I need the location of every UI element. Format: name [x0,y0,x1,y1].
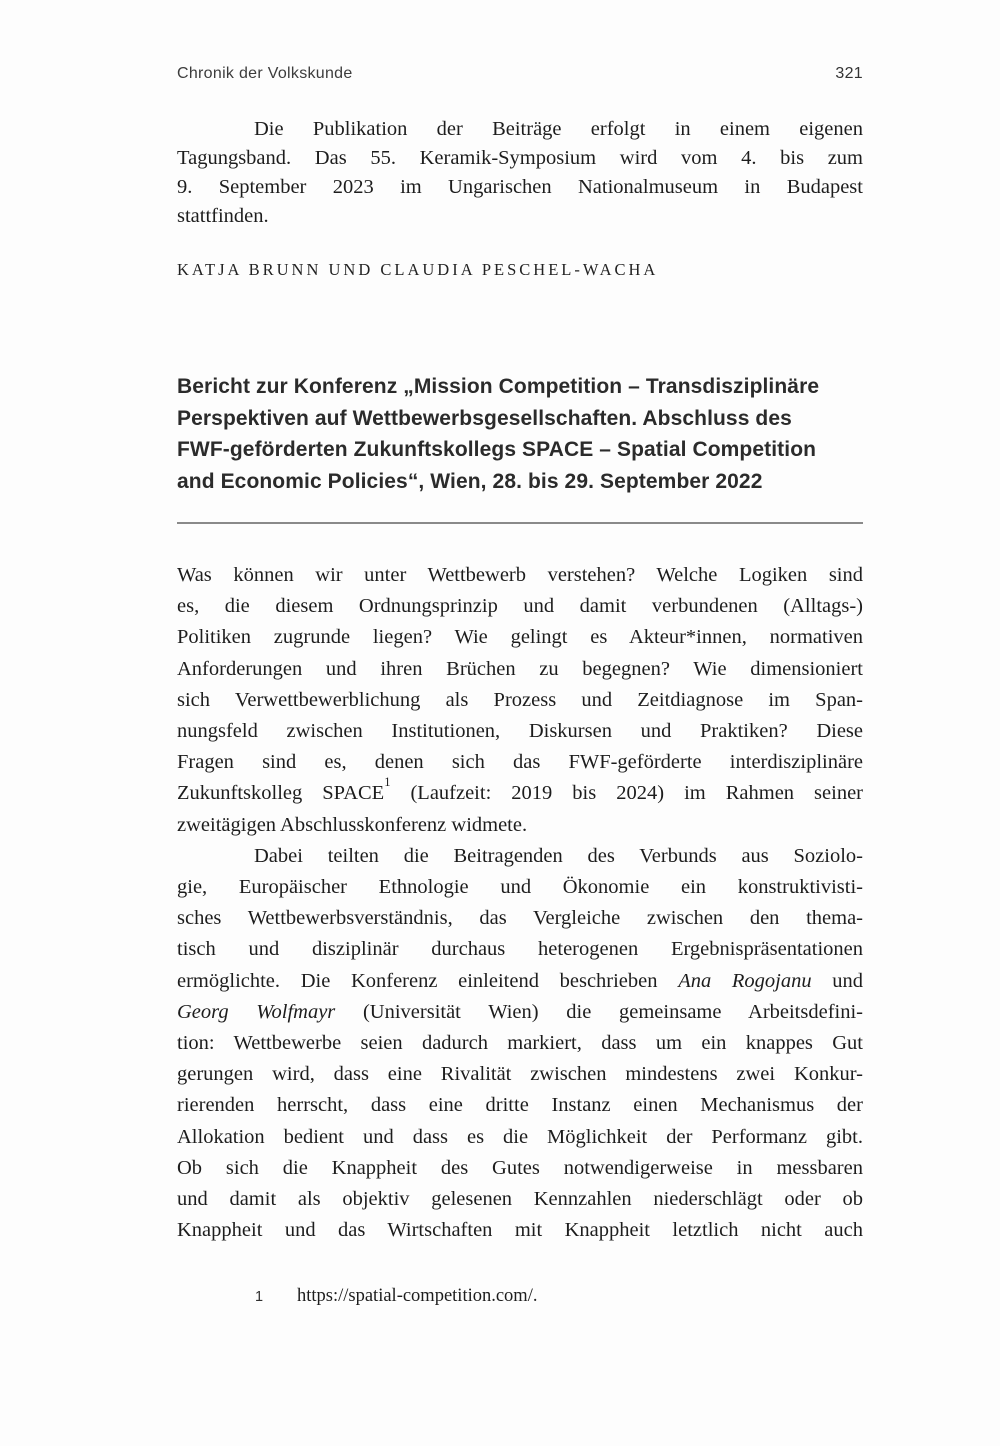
running-header [177,64,863,84]
text-line: Knappheit und das Wirtschaften mit Knappheit letztlich nicht auch [177,1219,863,1242]
text-segment: (Laufzeit: 2019 bis 2024) im Rahmen seiner [390,782,863,805]
text-line: Dabei teilten die Beitragenden des Verbunds aus Soziolo- [254,844,863,867]
person-name-italic: Georg Wolfmayr [177,1000,336,1023]
text-line: es, die diesem Ordnungsprinzip und damit verbundenen (Alltags-) [177,595,863,618]
text-segment: (Universität Wien) die gemeinsame Arbeitsdefini- [335,1000,864,1023]
article-title [177,371,863,497]
footnote [177,1286,863,1307]
text-line [177,997,863,1028]
text-line: tisch und disziplinär durchaus heterogenen Ergebnispräsentationen [177,938,863,961]
text-segment: und [811,969,864,992]
article-title-line: Perspektiven auf Wettbewerbsgesellschaften. Abschluss des [177,406,792,430]
running-title: Chronik der Volkskunde [177,65,353,82]
body-paragraph-1 [177,560,863,841]
text-line: Tagungsband. Das 55. Keramik-Symposium wird vom 4. bis zum [177,147,863,169]
footnote-reference: 1 [384,774,391,789]
text-line: tion: Wettbewerbe seien dadurch markiert, dass um ein knappes Gut [177,1032,863,1055]
text-line: 9. September 2023 im Ungarischen Nationalmuseum in Budapest [177,176,863,198]
text-line: gie, Europäischer Ethnologie und Ökonomie ein konstruktivisti- [177,876,863,899]
text-segment: ermöglichte. Die Konferenz einleitend beschrieben [177,969,679,992]
page-number: 321 [835,65,863,82]
text-line: sches Wettbewerbsverständnis, das Vergleiche zwischen den thema- [177,907,863,930]
article-body [177,560,863,1246]
text-line: Was können wir unter Wettbewerb verstehen? Welche Logiken sind [177,564,863,586]
text-line [177,774,863,809]
text-segment: Zukunftskolleg SPACE [177,782,385,805]
text-line: gerungen wird, dass eine Rivalität zwischen mindestens zwei Konkur- [177,1063,863,1086]
text-line: Ob sich die Knappheit des Gutes notwendigerweise in messbaren [177,1156,863,1179]
intro-paragraph [177,115,863,231]
text-line: nungsfeld zwischen Institutionen, Diskursen und Praktiken? Diese [177,720,863,743]
text-line: Die Publikation der Beiträge erfolgt in einem eigenen [254,118,863,140]
article-title-line: and Economic Policies“, Wien, 28. bis 29. September 2022 [177,469,763,493]
article-title-line: FWF-geförderten Zukunftskollegs SPACE – Spatial Competition [177,438,817,461]
body-paragraph-2 [177,841,863,1247]
text-line [177,966,863,997]
text-line: Fragen sind es, denen sich das FWF-geförderte interdisziplinäre [177,751,863,774]
text-line: Politiken zugrunde liegen? Wie gelingt es Akteur*innen, normativen [177,626,863,649]
footnote-url: https://spatial-competition.com/. [297,1286,538,1307]
person-name-italic: Ana Rogojanu [678,969,812,992]
text-line: stattfinden. [177,205,269,227]
text-line: zweitägigen Abschlusskonferenz widmete. [177,813,528,836]
footnote-number: 1 [255,1289,264,1306]
authors-line: KATJA BRUNN UND CLAUDIA PESCHEL-WACHA [177,260,659,279]
text-line: sich Verwettbewerblichung als Prozess und Zeitdiagnose im Span- [177,688,863,711]
text-line: Anforderungen und ihren Brüchen zu begegnen? Wie dimensioniert [177,657,863,680]
text-line: rierenden herrscht, dass eine dritte Instanz einen Mechanismus der [177,1094,863,1117]
article-title-line: Bericht zur Konferenz „Mission Competition – Transdisziplinäre [177,375,820,398]
text-line: und damit als objektiv gelesenen Kennzahlen niederschlägt oder ob [177,1188,863,1211]
text-line: Allokation bedient und dass es die Möglichkeit der Performanz gibt. [177,1125,863,1148]
title-divider-rule [177,522,863,524]
